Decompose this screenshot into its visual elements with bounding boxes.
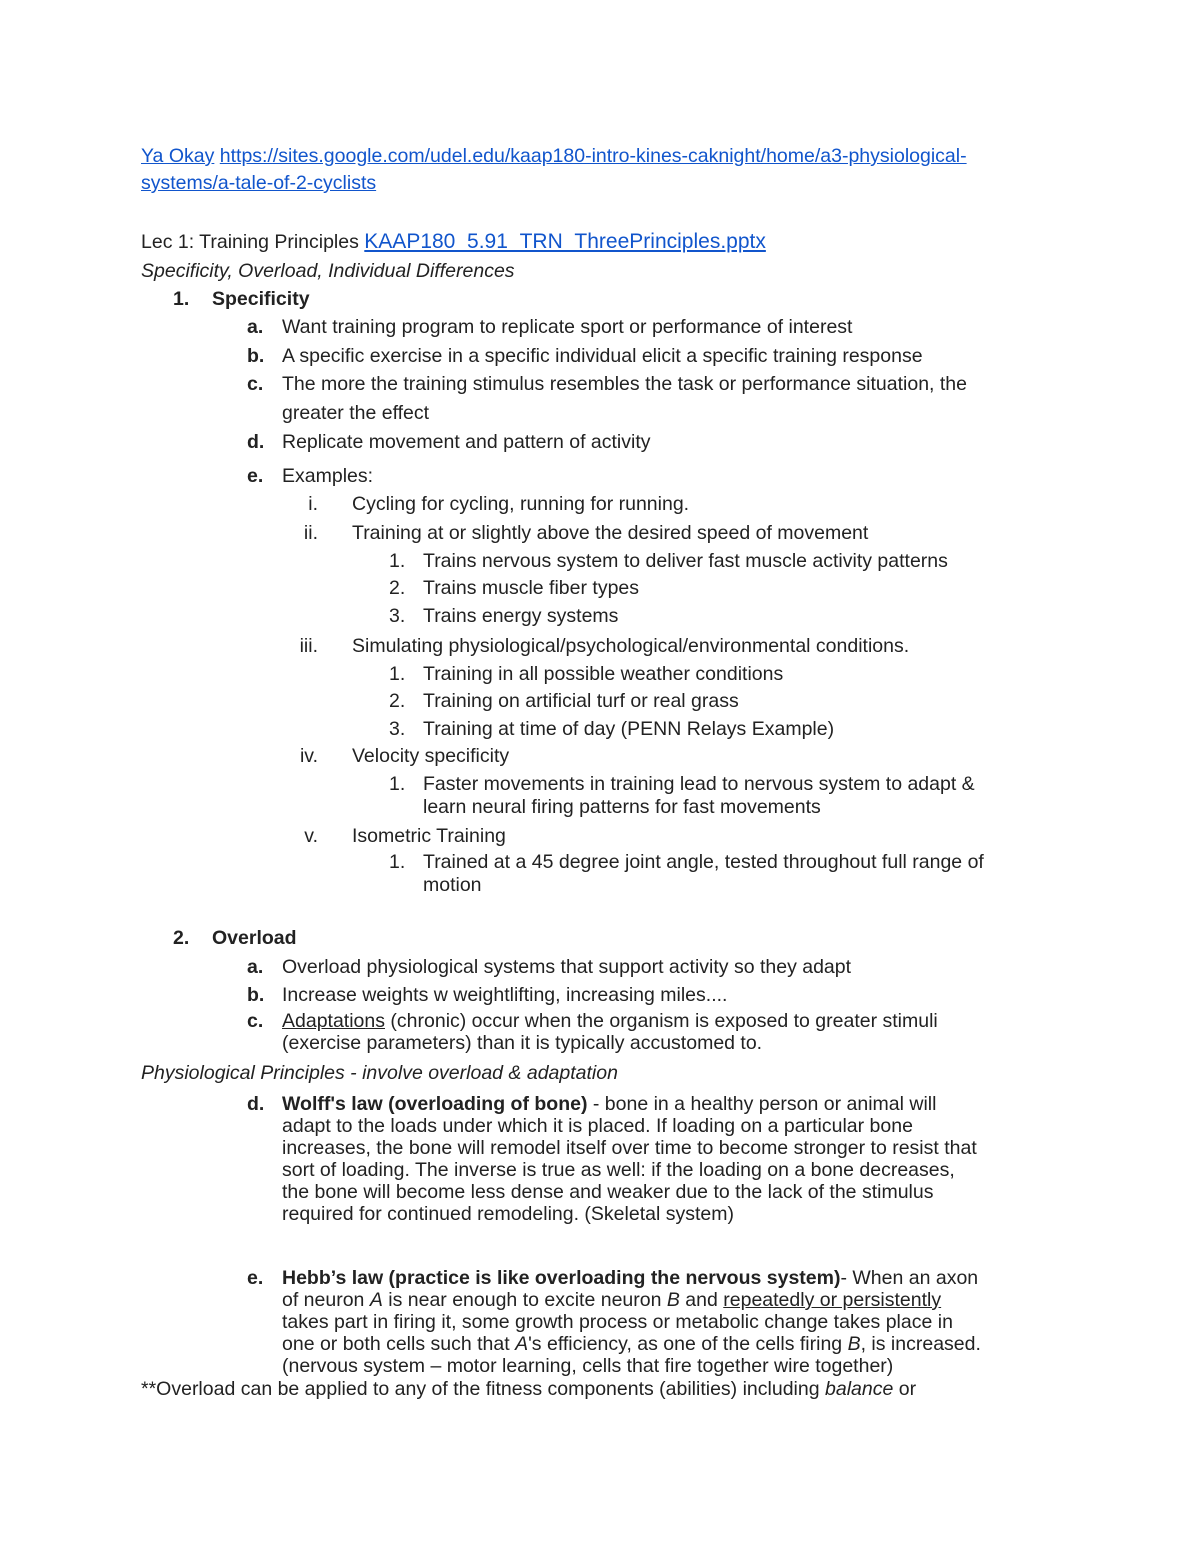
- wolff-law-line: [282, 1093, 936, 1116]
- neuron-b: B: [666, 1289, 680, 1311]
- ya-okay-link[interactable]: Ya Okay: [141, 145, 215, 167]
- list-marker: a.: [247, 956, 264, 978]
- list-item-cont: greater the effect: [282, 402, 430, 424]
- list-marker: 3.: [389, 605, 406, 627]
- hebb-law-term: Hebb’s law (practice is like overloading the nervous system): [282, 1267, 841, 1289]
- list-item: Trained at a 45 degree joint angle, tested throughout full range of: [423, 851, 984, 873]
- list-marker: d.: [247, 431, 265, 453]
- text-run: 's efficiency, as one of the cells firing: [528, 1333, 848, 1355]
- adaptations-term: Adaptations: [282, 1010, 385, 1032]
- list-marker: 2.: [173, 927, 190, 949]
- list-marker: 1.: [389, 773, 406, 795]
- list-item: A specific exercise in a specific individual elicit a specific training response: [282, 345, 923, 367]
- lecture-title: Lec 1: Training Principles: [141, 231, 359, 253]
- list-marker: 2.: [389, 690, 406, 712]
- lecture-subtitle: Specificity, Overload, Individual Differences: [141, 260, 515, 282]
- wolff-law-text: required for continued remodeling. (Skeletal system): [282, 1203, 734, 1225]
- text-run: , is increased.: [860, 1333, 981, 1355]
- lecture-title-line: [141, 230, 766, 254]
- hebb-law-text: (nervous system – motor learning, cells that fire together wire together): [282, 1355, 894, 1377]
- list-marker: d.: [247, 1093, 265, 1115]
- list-marker: c.: [247, 373, 264, 395]
- text-run: and: [679, 1289, 724, 1311]
- list-marker: iv.: [299, 745, 318, 767]
- list-marker: b.: [247, 345, 265, 367]
- text-run: one or both cells such that: [282, 1333, 516, 1355]
- specificity-heading: Specificity: [212, 288, 310, 310]
- list-item: Faster movements in training lead to nervous system to adapt &: [423, 773, 975, 795]
- list-marker: 1.: [389, 663, 406, 685]
- neuron-a: A: [515, 1333, 529, 1355]
- pptx-file-link[interactable]: KAAP180_5.91_TRN_ThreePrinciples.pptx: [364, 230, 766, 253]
- hebb-law-text: takes part in firing it, some growth process or metabolic change takes place in: [282, 1311, 953, 1333]
- list-marker: v.: [304, 825, 318, 847]
- list-item: Cycling for cycling, running for running.: [352, 493, 690, 515]
- text-run: or: [893, 1378, 917, 1400]
- wolff-law-text: - bone in a healthy person or animal will: [587, 1093, 937, 1115]
- list-item-cont: motion: [423, 874, 482, 896]
- list-item-cont: learn neural firing patterns for fast movements: [423, 796, 821, 818]
- wolff-law-text: sort of loading. The inverse is true as well: if the loading on a bone decreases,: [282, 1159, 955, 1181]
- list-marker: 1.: [173, 288, 190, 310]
- header-link-line1[interactable]: [141, 145, 967, 168]
- list-marker: a.: [247, 316, 264, 338]
- list-marker: c.: [247, 1010, 264, 1032]
- wolff-law-text: adapt to the loads under which it is placed. If loading on a particular bone: [282, 1115, 913, 1137]
- text-run: is near enough to excite neuron: [382, 1289, 667, 1311]
- section-heading-physiological: Physiological Principles - involve overload & adaptation: [141, 1062, 618, 1084]
- list-item: Training at time of day (PENN Relays Example): [423, 718, 835, 740]
- list-item: The more the training stimulus resembles the task or performance situation, the: [282, 373, 967, 395]
- list-item: Trains nervous system to deliver fast muscle activity patterns: [423, 550, 948, 572]
- neuron-b: B: [847, 1333, 861, 1355]
- list-marker: 1.: [389, 550, 406, 572]
- balance-term: balance: [825, 1378, 894, 1400]
- list-item: Isometric Training: [352, 825, 506, 847]
- list-marker: 1.: [389, 851, 406, 873]
- list-item: Trains energy systems: [423, 605, 619, 627]
- overload-note: [141, 1378, 916, 1401]
- list-item: Training on artificial turf or real grass: [423, 690, 739, 712]
- list-marker: i.: [308, 493, 318, 515]
- list-marker: ii.: [303, 522, 318, 544]
- overload-heading: Overload: [212, 927, 297, 949]
- hebb-law-line: [282, 1267, 978, 1290]
- sites-url-link-cont[interactable]: systems/a-tale-of-2-cyclists: [141, 172, 377, 194]
- list-item-cont: (exercise parameters) than it is typically accustomed to.: [282, 1032, 763, 1054]
- neuron-a: A: [369, 1289, 383, 1311]
- list-item: Increase weights w weightlifting, increasing miles....: [282, 984, 728, 1006]
- list-item: Simulating physiological/psychological/environmental conditions.: [352, 635, 910, 657]
- list-item: Overload physiological systems that support activity so they adapt: [282, 956, 852, 978]
- wolff-law-term: Wolff's law (overloading of bone): [282, 1093, 588, 1115]
- hebb-law-text: - When an axon: [840, 1267, 979, 1289]
- list-item: [282, 1010, 938, 1033]
- list-marker: 2.: [389, 577, 406, 599]
- sites-url-link[interactable]: https://sites.google.com/udel.edu/kaap180-intro-kines-caknight/home/a3-physiological-: [219, 145, 967, 167]
- text-run: **Overload can be applied to any of the fitness components (abilities) including: [141, 1378, 825, 1400]
- list-marker: b.: [247, 984, 265, 1006]
- list-item: Want training program to replicate sport or performance of interest: [282, 316, 853, 338]
- list-marker: iii.: [299, 635, 318, 657]
- list-item: Training at or slightly above the desired speed of movement: [352, 522, 869, 544]
- list-item: Replicate movement and pattern of activity: [282, 431, 651, 453]
- list-item: Trains muscle fiber types: [423, 577, 640, 599]
- list-item: Velocity specificity: [352, 745, 510, 767]
- list-marker: 3.: [389, 718, 406, 740]
- list-item: Examples:: [282, 465, 374, 487]
- list-item-text: (chronic) occur when the organism is exposed to greater stimuli: [385, 1010, 938, 1032]
- repeatedly-persistently: repeatedly or persistently: [723, 1289, 942, 1311]
- hebb-law-text: [282, 1289, 941, 1312]
- list-marker: e.: [247, 1267, 264, 1289]
- text-run: of neuron: [282, 1289, 370, 1311]
- list-marker: e.: [247, 465, 264, 487]
- hebb-law-text: [282, 1333, 981, 1356]
- list-item: Training in all possible weather conditions: [423, 663, 784, 685]
- wolff-law-text: increases, the bone will remodel itself over time to become stronger to resist that: [282, 1137, 977, 1159]
- wolff-law-text: the bone will become less dense and weaker due to the lack of the stimulus: [282, 1181, 934, 1203]
